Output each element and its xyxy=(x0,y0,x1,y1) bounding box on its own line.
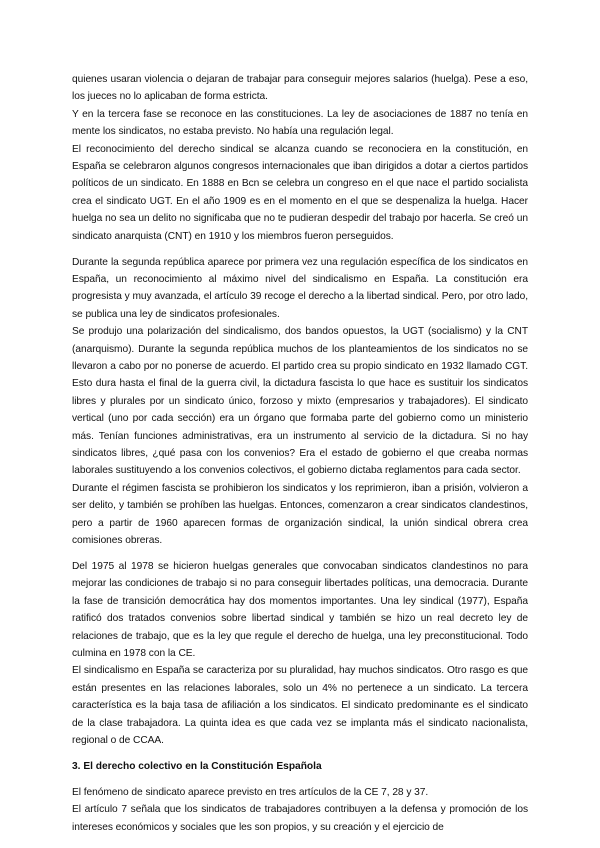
paragraph: Durante el régimen fascista se prohibieron los sindicatos y los reprimieron, iban a prisión, volvieron a ser delito, y también se prohíben las huelgas. Entonces, comenzaron a crear sindicatos clandestinos, pero a partir de 1960 aparecen formas de organización sindical, la unión sindical obrera crea comisiones obreras. xyxy=(72,482,528,547)
paragraph: Y en la tercera fase se reconoce en las constituciones. La ley de asociaciones de 1887 no tenía en mente los sindicatos, no estaba previsto. No había una regulación legal. xyxy=(72,108,528,138)
paragraph: El artículo 7 señala que los sindicatos de trabajadores contribuyen a la defensa y promoción de los intereses económicos y sociales que les son propios, y su creación y el ejercicio de xyxy=(72,804,528,833)
paragraph-spacer xyxy=(72,245,528,254)
paragraph: El reconocimiento del derecho sindical se alcanza cuando se reconociera en la constitución, en España se celebraron algunos congresos internacionales que iban dirigidos a dotar a ciertos partidos políticos de un sindicato. En 1888 en Bcn se celebra un congreso en el que nace el partido socialista crea el sindicato UGT. En el año 1909 es en el momento en el que se despenaliza la huelga. Hacer huelga no sea un delito no significaba que no te pudieran despedir del trabajo por hacerla. Se creó un sindicato anarquista (CNT) en 1910 y los miembros fueron perseguidos. xyxy=(72,143,528,242)
paragraph-spacer xyxy=(72,749,528,758)
paragraph-spacer xyxy=(72,549,528,558)
paragraph: El fenómeno de sindicato aparece previsto en tres artículos de la CE 7, 28 y 37. xyxy=(72,786,429,798)
document-page xyxy=(72,71,528,836)
paragraph: quienes usaran violencia o dejaran de trabajar para conseguir mejores salarios (huelga). Pese a eso, los jueces no lo aplicaban de forma estricta. xyxy=(72,74,528,103)
section-heading: 3. El derecho colectivo en la Constitución Española xyxy=(72,760,322,772)
paragraph: Del 1975 al 1978 se hicieron huelgas generales que convocaban sindicatos clandestinos no para mejorar las condiciones de trabajo si no para conseguir libertades políticas, una democracia. Durante la fase de transición democrática hay dos momentos importantes. Una ley sindical (1977), España ratificó dos tratados convenios sobre libertad sindical y también se hizo un real decreto ley de relaciones de trabajo, que es la ley que regule el derecho de huelga, una ley preconstitucional. Todo culmina en 1978 con la CE. xyxy=(72,560,528,659)
paragraph: El sindicalismo en España se caracteriza por su pluralidad, hay muchos sindicatos. Otro rasgo es que están presentes en las relaciones laborales, solo un 4% no pertenece a un sindicato. La tercera característica es la baja tasa de afiliación a los sindicatos. El sindicato predominante es el sindicato de la clase trabajadora. La quinta idea es que cada vez se implanta más el sindicato nacionalista, regional o de CCAA. xyxy=(72,665,528,747)
paragraph: Se produjo una polarización del sindicalismo, dos bandos opuestos, la UGT (socialismo) y la CNT (anarquismo). Durante la segunda república muchos de los planteamientos de los sindicatos no se llevaron a cabo por no ponerse de acuerdo. El partido crea su propio sindicato en 1932 llamado CGT. Esto dura hasta el final de la guerra civil, la dictadura fascista lo que hace es sustituir los sindicatos libres y plurales por un sindicato único, forzoso y mixto (empresarios y trabajadores). El sindicato vertical (uno por cada sección) era un órgano que formaba parte del gobierno como un ministerio más. Tenían funciones administrativas, era un instrumento al servicio de la dictadura. Si no hay sindicatos libres, ¿qué pasa con los convenios? Era el estado de gobierno el que creaba normas laborales sustituyendo a los convenios colectivos, el gobierno dictaba reglamentos para cada sector. xyxy=(72,326,528,477)
paragraph-spacer xyxy=(72,775,528,784)
paragraph: Durante la segunda república aparece por primera vez una regulación específica de los sindicatos en España, un reconocimiento al máximo nivel del sindicalismo en España. La constitución era progresista y muy avanzada, el artículo 39 recoge el derecho a la libertad sindical. Pero, por otro lado, se publica una ley de sindicatos profesionales. xyxy=(72,256,528,320)
